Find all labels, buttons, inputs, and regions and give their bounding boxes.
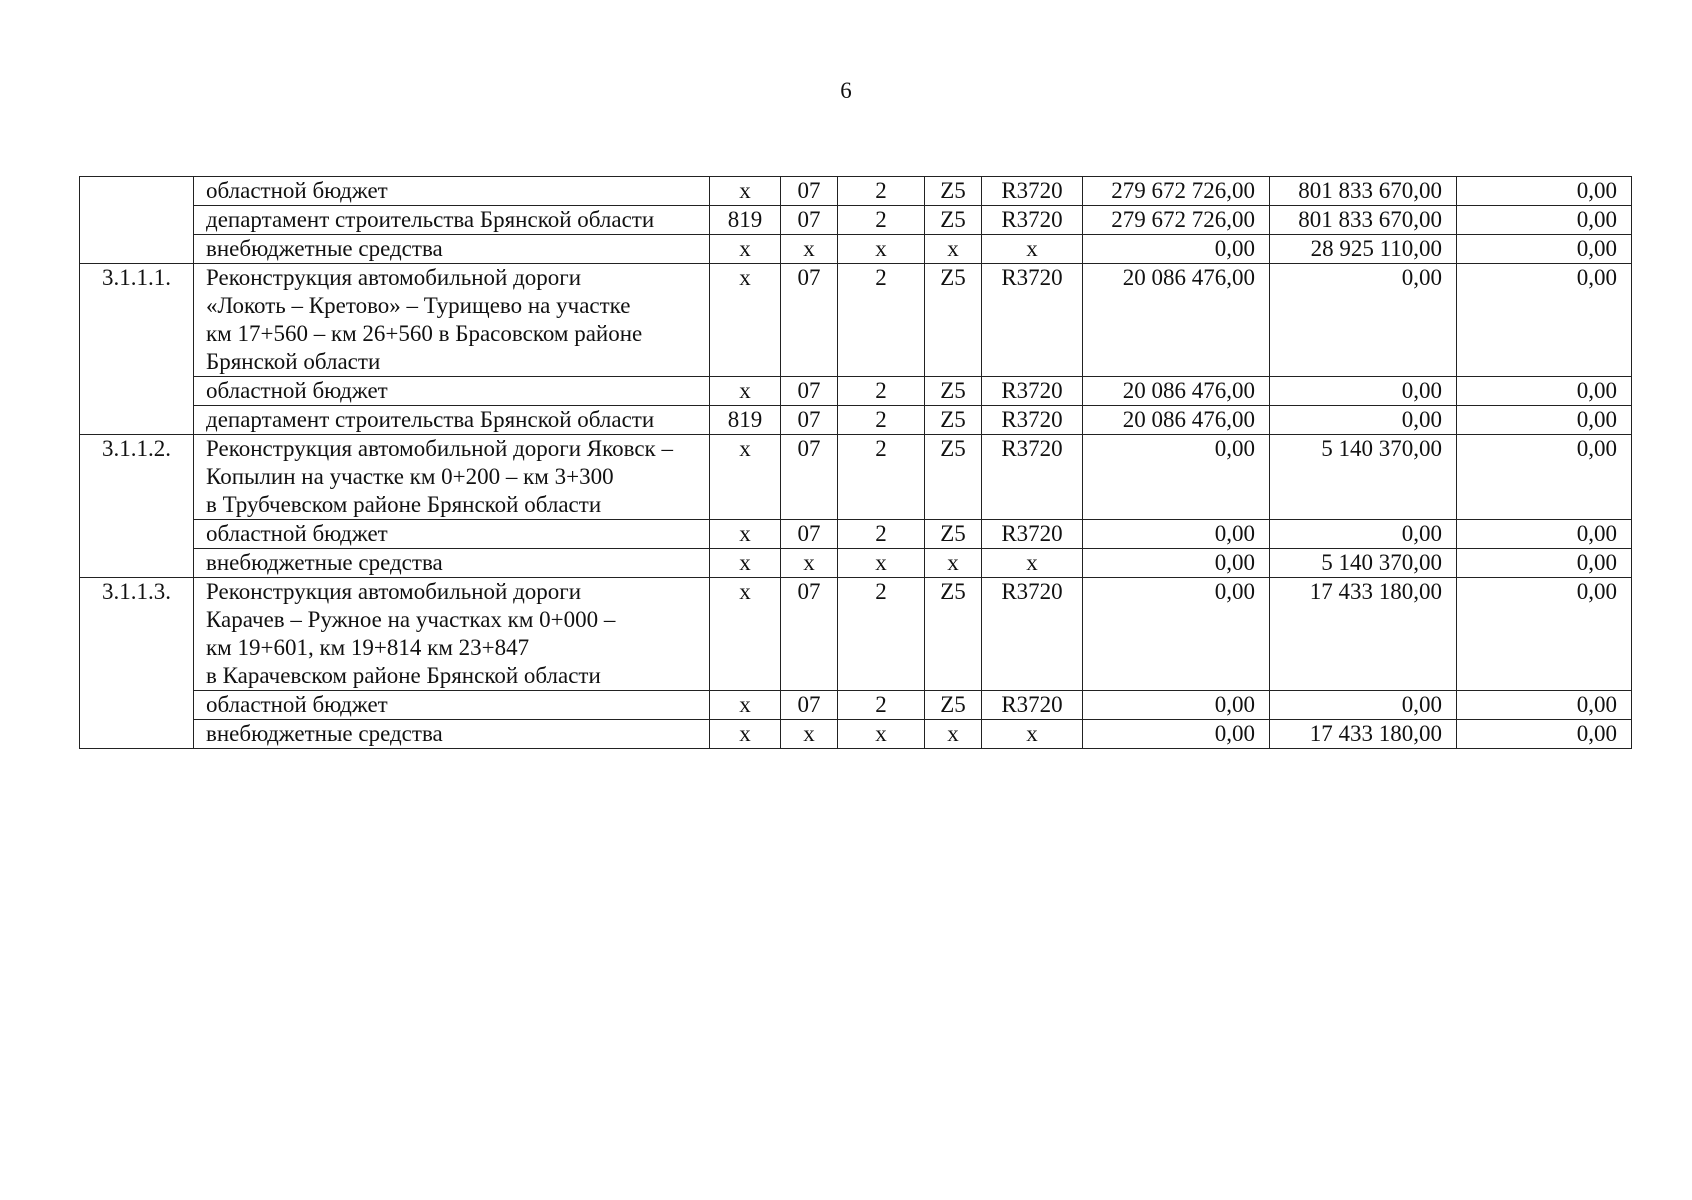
- code-cell: 2: [838, 377, 925, 406]
- code-cell: х: [838, 235, 925, 264]
- code-cell: 07: [781, 264, 838, 377]
- amount-cell: 279 672 726,00: [1083, 177, 1270, 206]
- code-cell: Z5: [925, 406, 982, 435]
- table-row: [80, 264, 1632, 377]
- amount-cell: 17 433 180,00: [1270, 720, 1457, 749]
- amount-cell: 0,00: [1270, 377, 1457, 406]
- row-name-cell: областной бюджет: [194, 377, 710, 406]
- code-cell: х: [925, 235, 982, 264]
- code-cell: 2: [838, 406, 925, 435]
- code-cell: Z5: [925, 578, 982, 691]
- table-row: [80, 691, 1632, 720]
- code-cell: х: [710, 377, 781, 406]
- code-cell: х: [838, 720, 925, 749]
- amount-cell: 17 433 180,00: [1270, 578, 1457, 691]
- code-cell: 07: [781, 691, 838, 720]
- amount-cell: 20 086 476,00: [1083, 377, 1270, 406]
- row-number-cell: 3.1.1.2.: [80, 435, 194, 578]
- amount-cell: 0,00: [1457, 691, 1632, 720]
- code-cell: 07: [781, 406, 838, 435]
- code-cell: 2: [838, 578, 925, 691]
- code-cell: 07: [781, 177, 838, 206]
- code-cell: 2: [838, 264, 925, 377]
- code-cell: х: [982, 720, 1083, 749]
- amount-cell: 0,00: [1457, 520, 1632, 549]
- code-cell: 07: [781, 206, 838, 235]
- amount-cell: 0,00: [1457, 377, 1632, 406]
- table-row: [80, 406, 1632, 435]
- code-cell: х: [925, 549, 982, 578]
- row-name-cell: внебюджетные средства: [194, 720, 710, 749]
- table-row: [80, 435, 1632, 520]
- code-cell: R3720: [982, 206, 1083, 235]
- table-row: [80, 206, 1632, 235]
- table-row: [80, 549, 1632, 578]
- amount-cell: 0,00: [1270, 691, 1457, 720]
- code-cell: Z5: [925, 264, 982, 377]
- row-name-cell: Реконструкция автомобильной дороги Карачев – Ружное на участках км 0+000 – км 19+601, км 19+814 км 23+847 в Карачевском районе Брянской области: [194, 578, 710, 691]
- row-name-cell: департамент строительства Брянской области: [194, 406, 710, 435]
- code-cell: х: [710, 520, 781, 549]
- table-row: [80, 177, 1632, 206]
- row-name-cell: областной бюджет: [194, 520, 710, 549]
- code-cell: х: [710, 691, 781, 720]
- code-cell: 2: [838, 177, 925, 206]
- amount-cell: 0,00: [1083, 520, 1270, 549]
- amount-cell: 0,00: [1457, 264, 1632, 377]
- code-cell: х: [982, 235, 1083, 264]
- code-cell: 819: [710, 406, 781, 435]
- table-row: [80, 720, 1632, 749]
- amount-cell: 0,00: [1083, 235, 1270, 264]
- row-number-cell: 3.1.1.1.: [80, 264, 194, 435]
- amount-cell: 0,00: [1457, 235, 1632, 264]
- amount-cell: 20 086 476,00: [1083, 406, 1270, 435]
- amount-cell: 279 672 726,00: [1083, 206, 1270, 235]
- row-number-cell: 3.1.1.3.: [80, 578, 194, 749]
- code-cell: 819: [710, 206, 781, 235]
- code-cell: 2: [838, 520, 925, 549]
- code-cell: R3720: [982, 177, 1083, 206]
- row-name-cell: внебюджетные средства: [194, 549, 710, 578]
- code-cell: х: [838, 549, 925, 578]
- code-cell: х: [781, 235, 838, 264]
- code-cell: 07: [781, 520, 838, 549]
- amount-cell: 0,00: [1083, 578, 1270, 691]
- amount-cell: 0,00: [1083, 435, 1270, 520]
- row-name-cell: Реконструкция автомобильной дороги Яковск – Копылин на участке км 0+200 – км 3+300 в Трубчевском районе Брянской области: [194, 435, 710, 520]
- code-cell: 2: [838, 691, 925, 720]
- code-cell: х: [710, 549, 781, 578]
- code-cell: Z5: [925, 177, 982, 206]
- page-number: 6: [840, 78, 852, 103]
- row-name-cell: департамент строительства Брянской области: [194, 206, 710, 235]
- amount-cell: 801 833 670,00: [1270, 206, 1457, 235]
- code-cell: 2: [838, 435, 925, 520]
- code-cell: х: [710, 235, 781, 264]
- row-name-cell: внебюджетные средства: [194, 235, 710, 264]
- code-cell: Z5: [925, 691, 982, 720]
- code-cell: Z5: [925, 435, 982, 520]
- table-row: [80, 377, 1632, 406]
- amount-cell: 0,00: [1270, 264, 1457, 377]
- code-cell: 07: [781, 435, 838, 520]
- amount-cell: 0,00: [1457, 206, 1632, 235]
- table-row: [80, 235, 1632, 264]
- code-cell: R3720: [982, 691, 1083, 720]
- table-row: [80, 520, 1632, 549]
- code-cell: R3720: [982, 435, 1083, 520]
- amount-cell: 0,00: [1457, 578, 1632, 691]
- code-cell: х: [710, 264, 781, 377]
- amount-cell: 0,00: [1457, 549, 1632, 578]
- code-cell: х: [710, 578, 781, 691]
- amount-cell: 0,00: [1457, 435, 1632, 520]
- amount-cell: 0,00: [1457, 177, 1632, 206]
- code-cell: 2: [838, 206, 925, 235]
- code-cell: х: [710, 177, 781, 206]
- row-name-cell: Реконструкция автомобильной дороги «Локоть – Кретово» – Турищево на участке км 17+560 – км 26+560 в Брасовском районе Брянской области: [194, 264, 710, 377]
- code-cell: Z5: [925, 520, 982, 549]
- code-cell: R3720: [982, 520, 1083, 549]
- code-cell: х: [925, 720, 982, 749]
- code-cell: х: [710, 435, 781, 520]
- amount-cell: 20 086 476,00: [1083, 264, 1270, 377]
- code-cell: 07: [781, 377, 838, 406]
- amount-cell: 0,00: [1270, 520, 1457, 549]
- row-number-cell: [80, 177, 194, 264]
- code-cell: R3720: [982, 406, 1083, 435]
- table-row: [80, 578, 1632, 691]
- code-cell: х: [781, 720, 838, 749]
- amount-cell: 0,00: [1083, 720, 1270, 749]
- row-name-cell: областной бюджет: [194, 691, 710, 720]
- code-cell: Z5: [925, 206, 982, 235]
- amount-cell: 0,00: [1083, 691, 1270, 720]
- code-cell: R3720: [982, 264, 1083, 377]
- amount-cell: 28 925 110,00: [1270, 235, 1457, 264]
- code-cell: х: [710, 720, 781, 749]
- code-cell: х: [781, 549, 838, 578]
- amount-cell: 5 140 370,00: [1270, 435, 1457, 520]
- amount-cell: 0,00: [1270, 406, 1457, 435]
- budget-table: [79, 176, 1632, 749]
- amount-cell: 801 833 670,00: [1270, 177, 1457, 206]
- code-cell: R3720: [982, 578, 1083, 691]
- code-cell: х: [982, 549, 1083, 578]
- row-name-cell: областной бюджет: [194, 177, 710, 206]
- code-cell: 07: [781, 578, 838, 691]
- amount-cell: 0,00: [1083, 549, 1270, 578]
- amount-cell: 0,00: [1457, 406, 1632, 435]
- code-cell: Z5: [925, 377, 982, 406]
- code-cell: R3720: [982, 377, 1083, 406]
- amount-cell: 0,00: [1457, 720, 1632, 749]
- amount-cell: 5 140 370,00: [1270, 549, 1457, 578]
